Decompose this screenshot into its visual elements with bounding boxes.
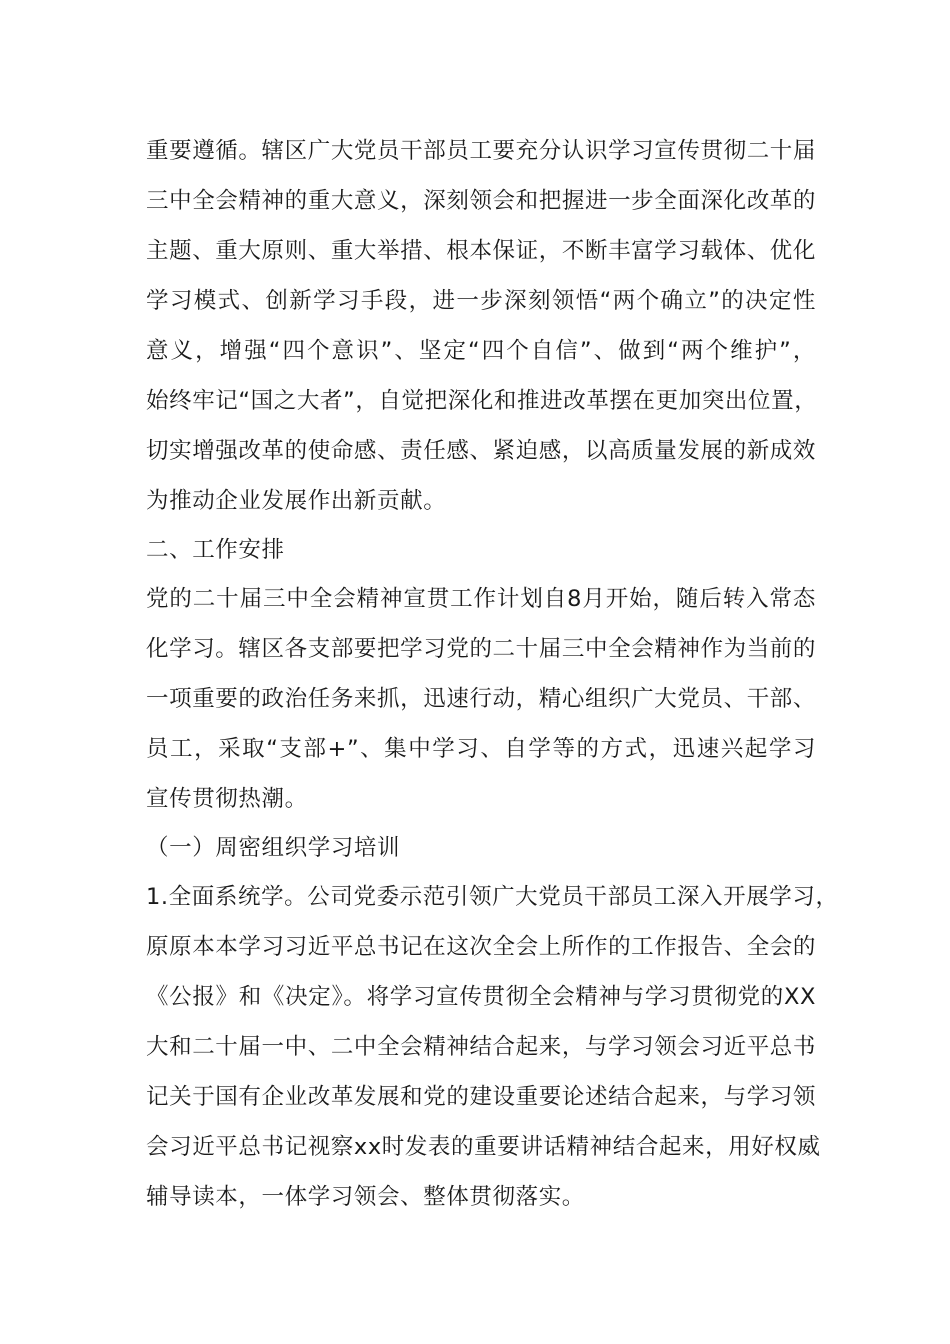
paragraph-line: 辅导读本，一体学习领会、整体贯彻落实。 (146, 1184, 585, 1210)
paragraph-line: 三中全会精神的重大意义，深刻领会和把握进一步全面深化改革的 (146, 188, 816, 214)
paragraph-line: 学习模式、创新学习手段，进一步深刻领悟“两个确立”的决定性 (146, 288, 816, 314)
paragraph-line: 原原本本学习习近平总书记在这次全会上所作的工作报告、全会的 (146, 934, 816, 960)
paragraph-line: 会习近平总书记视察xx时发表的重要讲话精神结合起来，用好权威 (146, 1134, 821, 1160)
paragraph-line: 党的二十届三中全会精神宣贯工作计划自8月开始，随后转入常态 (146, 586, 816, 612)
paragraph-line: 记关于国有企业改革发展和党的建设重要论述结合起来，与学习领 (146, 1084, 816, 1110)
paragraph-line: 主题、重大原则、重大举措、根本保证，不断丰富学习载体、优化 (146, 238, 816, 264)
paragraph-line: 切实增强改革的使命感、责任感、紧迫感，以高质量发展的新成效 (146, 438, 816, 464)
paragraph-line: 一项重要的政治任务来抓，迅速行动，精心组织广大党员、干部、 (146, 686, 816, 712)
subsection-heading: （一）周密组织学习培训 (146, 835, 401, 861)
paragraph-line: 大和二十届一中、二中全会精神结合起来，与学习领会习近平总书 (146, 1034, 816, 1060)
paragraph-line: 始终牢记“国之大者”，自觉把深化和推进改革摆在更加突出位置， (146, 388, 818, 414)
paragraph-line: 宣传贯彻热潮。 (146, 786, 308, 812)
paragraph-line: 重要遵循。辖区广大党员干部员工要充分认识学习宣传贯彻二十届 (146, 138, 816, 164)
paragraph-line: 为推动企业发展作出新贡献。 (146, 488, 447, 514)
paragraph-line: 《公报》和《决定》。将学习宣传贯彻全会精神与学习贯彻党的XX (146, 984, 816, 1010)
paragraph-line: 员工，采取“支部+”、集中学习、自学等的方式，迅速兴起学习 (146, 736, 816, 762)
section-heading: 二、工作安排 (146, 537, 285, 563)
paragraph-line: 1.全面系统学。公司党委示范引领广大党员干部员工深入开展学习， (146, 884, 839, 910)
paragraph-line: 意义，增强“四个意识”、坚定“四个自信”、做到“两个维护”， (146, 338, 816, 364)
paragraph-line: 化学习。辖区各支部要把学习党的二十届三中全会精神作为当前的 (146, 636, 816, 662)
